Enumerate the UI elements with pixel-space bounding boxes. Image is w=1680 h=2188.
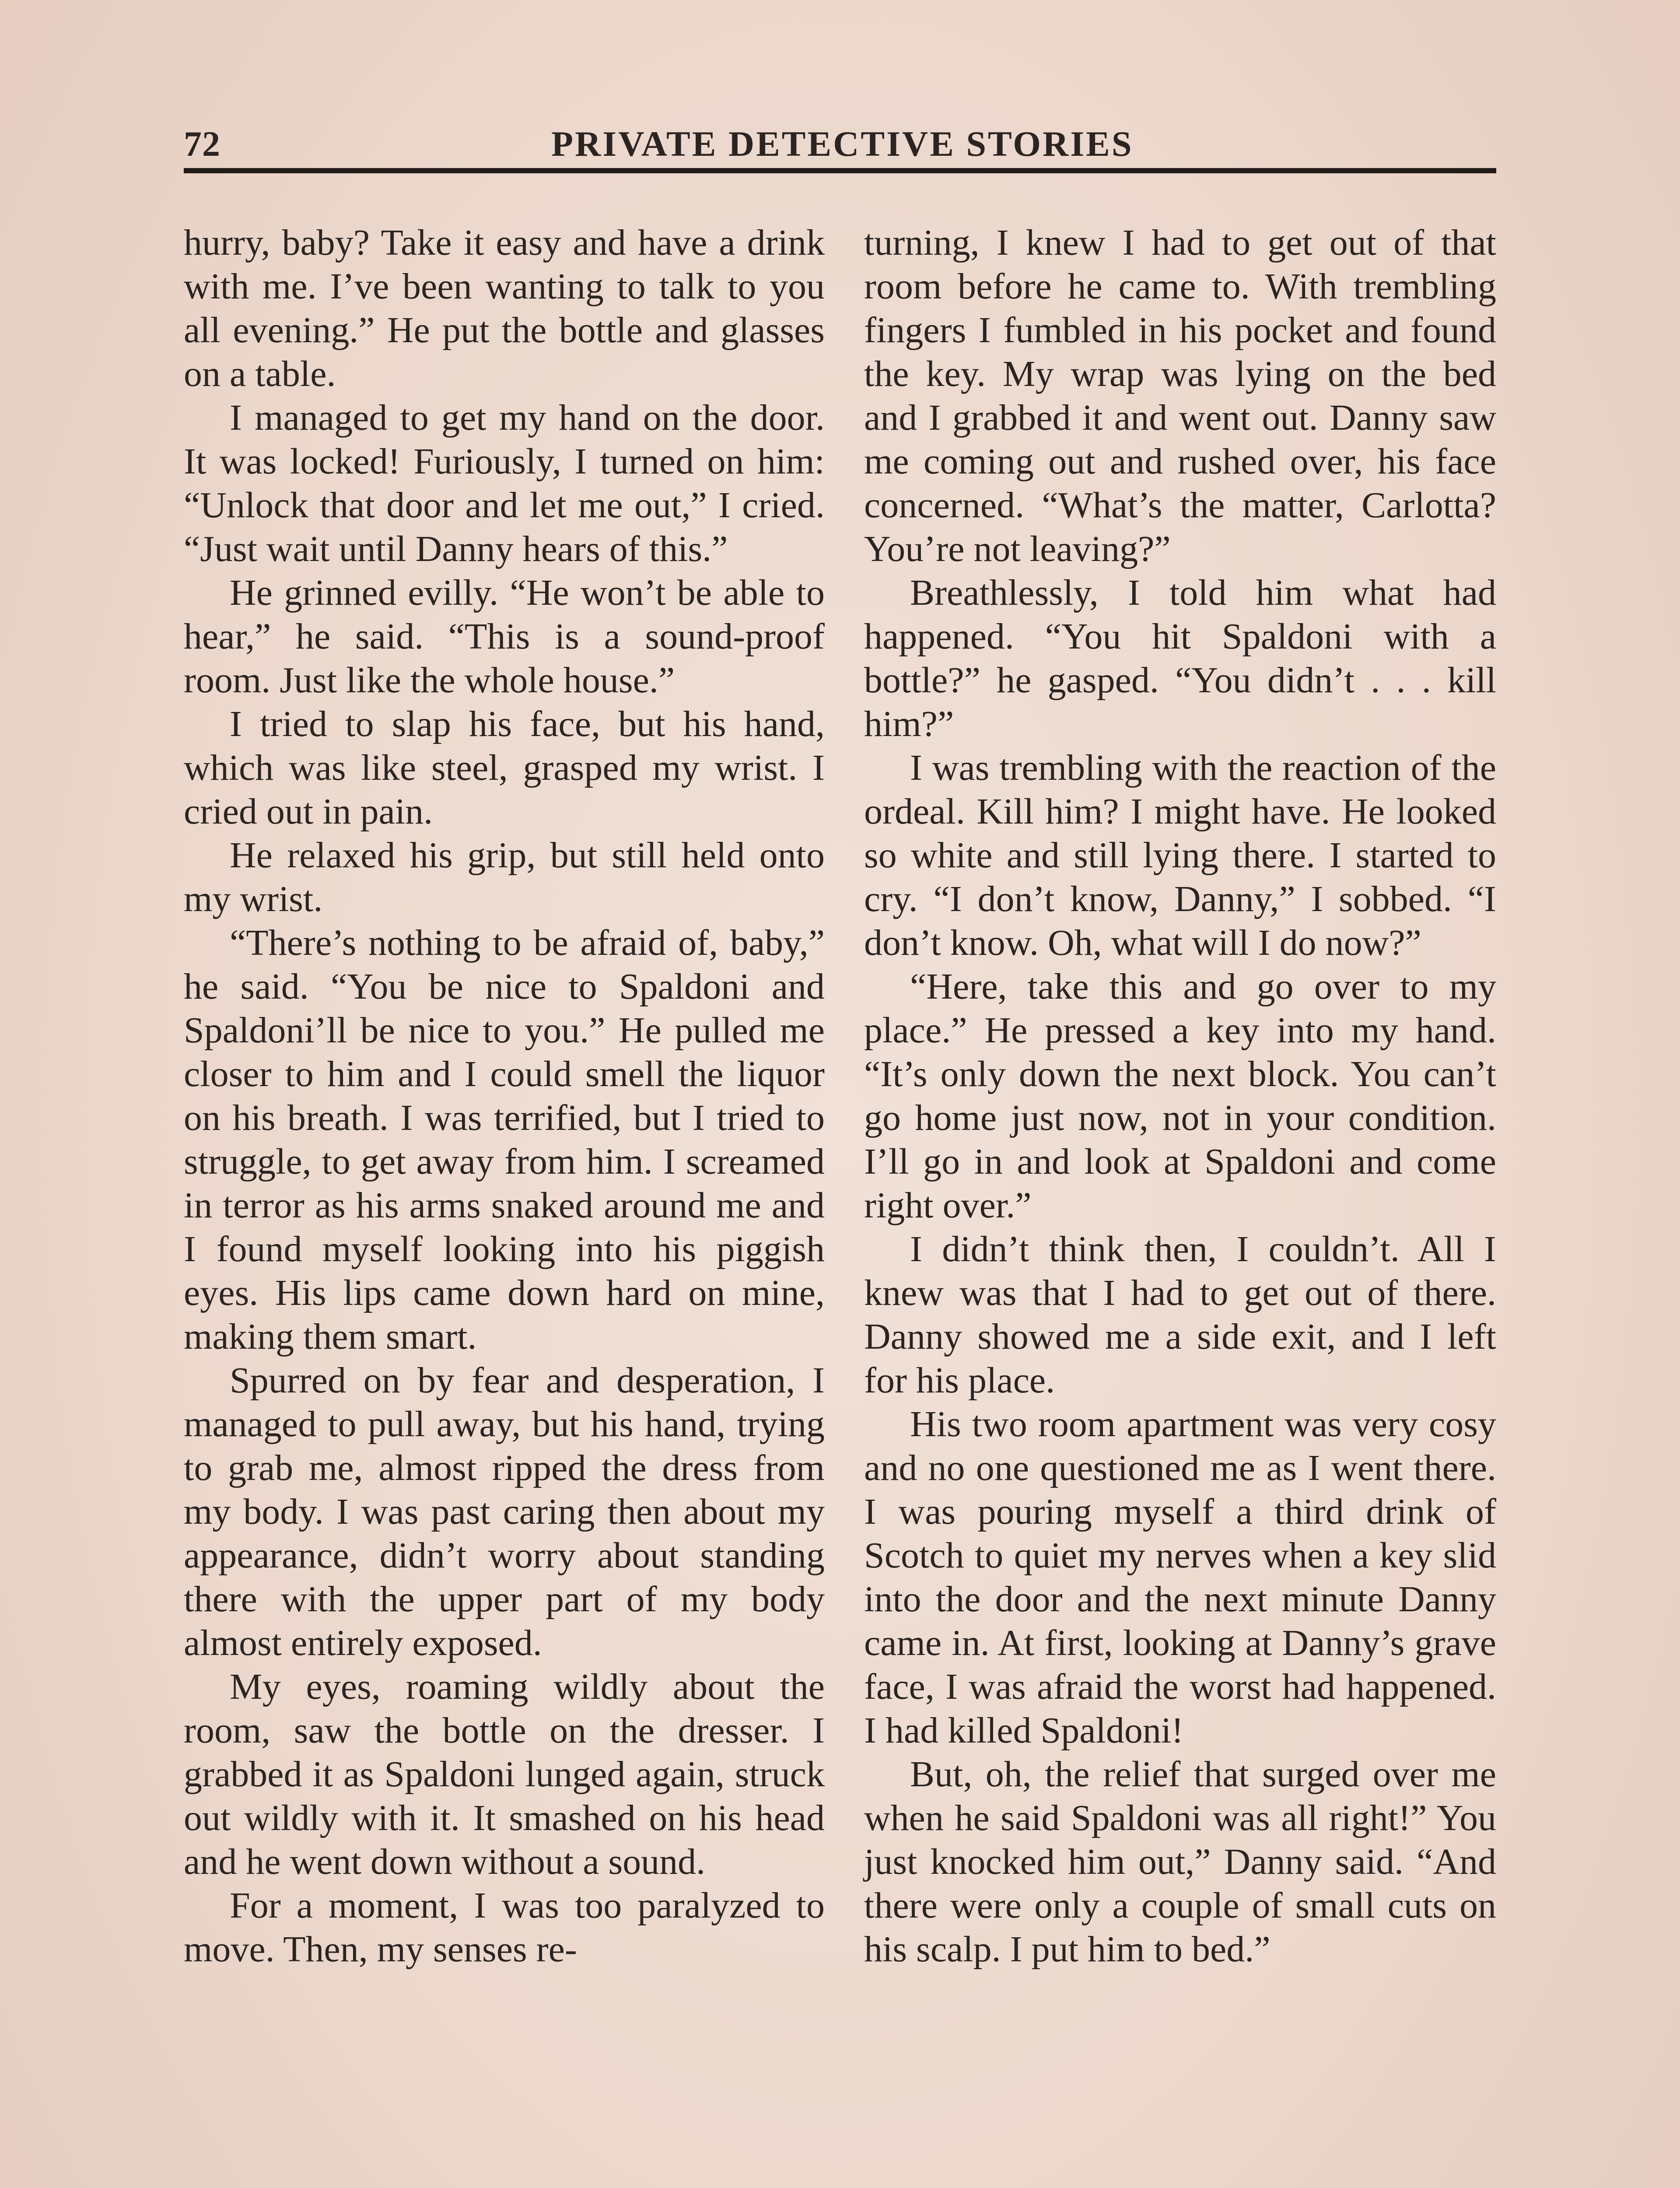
paragraph: I tried to slap his face, but his hand, which was like steel, grasped my wrist. I cried out in pain. xyxy=(184,704,825,832)
text-column-left xyxy=(184,221,825,1971)
header-rule xyxy=(184,168,1496,173)
page-number: 72 xyxy=(184,124,220,164)
paragraph: He grinned evilly. “He won’t be able to hear,” he said. “This is a sound-proof room. Just like the whole house.” xyxy=(184,572,825,701)
paragraph: My eyes, roaming wildly about the room, saw the bottle on the dresser. I grabbed it as Spaldoni lunged again, struck out wildly with it. It smashed on his head and he went down without a sound. xyxy=(184,1666,825,1882)
paragraph: “There’s nothing to be afraid of, baby,” he said. “You be nice to Spaldoni and Spaldoni’ll be nice to you.” He pulled me closer to him and I could smell the liquor on his breath. I was terrified, but I tried to struggle, to get away from him. I screamed in terror as his arms snaked around me and I found myself looking into his piggish eyes. His lips came down hard on mine, making them smart. xyxy=(184,922,825,1357)
paragraph: I didn’t think then, I couldn’t. All I knew was that I had to get out of there. Danny showed me a side exit, and I left for his place. xyxy=(864,1229,1496,1401)
paragraph: But, oh, the relief that surged over me when he said Spaldoni was all right!” You just knocked him out,” Danny said. “And there were only a couple of small cuts on his scalp. I put him to bed.” xyxy=(864,1754,1496,1970)
paragraph: Breathlessly, I told him what had happened. “You hit Spaldoni with a bottle?” he gasped. “You didn’t . . . kill him?” xyxy=(864,572,1496,744)
paragraph: turning, I knew I had to get out of that room before he came to. With trembling fingers I fumbled in his pocket and found the key. My wrap was lying on the bed and I grabbed it and went out. Danny saw me coming out and rushed over, his face concerned. “What’s the matter, Carlotta? You’re not leaving?” xyxy=(864,222,1496,569)
text-column-right xyxy=(864,221,1496,1971)
magazine-title: PRIVATE DETECTIVE STORIES xyxy=(551,124,1134,164)
paragraph: Spurred on by fear and desperation, I managed to pull away, but his hand, trying to grab me, almost ripped the dress from my body. I was past caring then about my appearance, didn’t worry about standing there with the upper part of my body almost entirely exposed. xyxy=(184,1360,825,1663)
paragraph: I managed to get my hand on the door. It was locked! Furiously, I turned on him: “Unlock that door and let me out,” I cried. “Just wait until Danny hears of this.” xyxy=(184,397,825,569)
paragraph: For a moment, I was too paralyzed to move. Then, my senses re- xyxy=(184,1885,825,1970)
paragraph: I was trembling with the reaction of the ordeal. Kill him? I might have. He looked so white and still lying there. I started to cry. “I don’t know, Danny,” I sobbed. “I don’t know. Oh, what will I do now?” xyxy=(864,747,1496,963)
paragraph: hurry, baby? Take it easy and have a drink with me. I’ve been wanting to talk to you all evening.” He put the bottle and glasses on a table. xyxy=(184,222,825,394)
paragraph: He relaxed his grip, but still held onto my wrist. xyxy=(184,835,825,919)
page-header xyxy=(184,123,1496,172)
paragraph: His two room apartment was very cosy and no one questioned me as I went there. I was pouring myself a third drink of Scotch to quiet my nerves when a key slid into the door and the next minute Danny came in. At first, looking at Danny’s grave face, I was afraid the worst had happened. I had killed Spaldoni! xyxy=(864,1404,1496,1751)
paragraph: “Here, take this and go over to my place.” He pressed a key into my hand. “It’s only down the next block. You can’t go home just now, not in your condition. I’ll go in and look at Spaldoni and come right over.” xyxy=(864,966,1496,1226)
